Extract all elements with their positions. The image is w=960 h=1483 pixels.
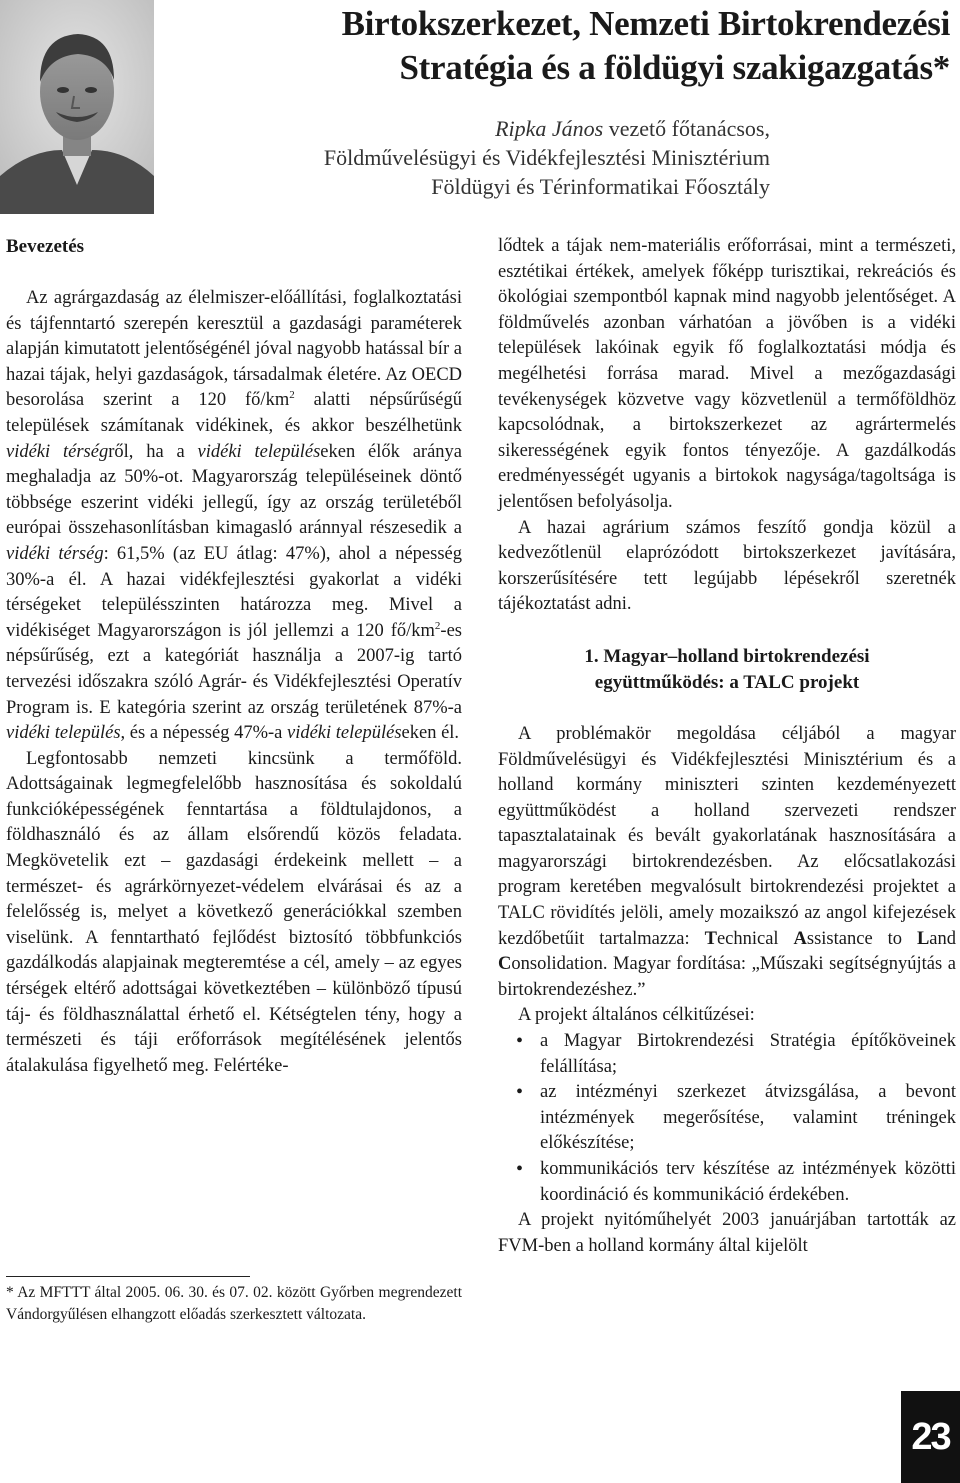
right-paragraph-last: A projekt nyitóműhelyét 2003 januárjában tartották az FVM-ben a holland kormány által kijelölt [498, 1210, 956, 1256]
department: Földügyi és Térinformatikai Főosztály [431, 174, 770, 199]
page-number: 23 [901, 1391, 960, 1483]
oecd-h: eken él. [401, 723, 460, 744]
section-heading-line-1: 1. Magyar–holland birtokrendezési [584, 645, 870, 667]
author-role: vezető főtanácsos, [608, 116, 770, 141]
list-item: • a Magyar Birtokrendezési Stratégia építőköveinek felállítása; [498, 1029, 956, 1080]
intro-paragraph-1 [6, 286, 462, 747]
oecd-i2: vidéki település [197, 441, 321, 462]
list-item: • az intézményi szerkezet átvizsgálása, a bevont intézmények megerősítése, valamint tréningek előkészítése; [498, 1080, 956, 1157]
acr-a: A [793, 928, 807, 949]
author-line [130, 114, 770, 143]
intro-heading: Bevezetés [6, 236, 85, 257]
ministry: Földművelésügyi és Vidékfejlesztési Minisztérium [323, 145, 770, 170]
talc-paragraph [498, 722, 956, 1004]
right-column [498, 234, 956, 1259]
article-title [160, 2, 950, 90]
section-heading-line-2: együttműködés: a TALC projekt [594, 671, 860, 693]
oecd-b: alatti népsűrűségű települések számítanak vidékinek, és akkor beszélhetünk [6, 390, 462, 436]
intro-paragraph-2: Legfontosabb nemzeti kincsünk a termőföld. Adottságainak legmegfelelőbb hasznosítása és sokoldalú funkcióképességének fenntartása a földtulajdonos, a földhasználó és az állam elsőrendű közös feladata. Megkövetelik ezt – gazdasági érdekeink mellett – a természet- és agrárkörnyezet-védelem elvárásai és az a felelősség is, melyet a következő generációkkal szemben viselünk. A fenntartható fejlődést biztosító többfunkciós gazdálkodás alapjainak megteremtése a cél, amely – az egyes térségek eltérő adottságai következtében – különböző típusú táj- és földhasználattal érhető el. Kétségtelen tény, hogy a természeti és táji erőforrások megítélésének jelentős átalakulása figyelhető meg. Felértéke- [6, 748, 462, 1076]
acr-c: C [498, 954, 512, 975]
oecd-d: eken élők aránya meghaladja az 50%-ot. Magyarország településeinek döntő többsége eszerint vidéki jellegű, így az ország területéből európai összehasonlításban kimagasló aránnyal részesedik a [6, 441, 462, 539]
title-line-1: Birtokszerkezet, Nemzeti Birtokrendezési [341, 4, 950, 43]
oecd-i4: vidéki település [6, 723, 121, 744]
right-paragraph-2: A hazai agrárium számos feszítő gondja közül a kedvezőtlenül elaprózódott birtokszerkezet javítására, korszerűsítésére tett legújabb lépésekről szeretnék tájékoztatást adni. [498, 517, 956, 615]
author-name: Ripka János [495, 116, 604, 141]
acr-l: L [916, 928, 930, 949]
goals-list [498, 1029, 956, 1208]
acr-a-rest: ssistance to [806, 928, 917, 949]
right-paragraph-1: lődtek a tájak nem-materiális erőforrásai, mint a természeti, esztétikai értékek, amelyek főképp turisztikai, rekreációs és ökológiai szempontból kapnak mind nagyobb jelentőséget. A földművelés azonban várhatóan a jövőben is a vidéki települések lakóinak egyik fő foglalkoztatási módja és megélhetési forrása marad. Mivel a mezőgazdasági tevékenységek közvetve vagy közvetlenül a termőföldhöz kapcsolódnak, a birtokszerkezet az agrártermelés sikerességének egyik fontos tényezője. A gazdálkodás eredményességét ugyanis a birtokok nagysága/tagoltsága is jelentősen befolyásolja. [498, 236, 956, 512]
acr-t: T [704, 928, 717, 949]
footnote-divider [6, 1276, 250, 1277]
goals-intro: A projekt általános célkitűzései: [518, 1005, 755, 1026]
oecd-g: , és a népesség 47%-a [120, 723, 287, 744]
talc-intro: A problémakör megoldása céljából a magyar Földművelésügyi és Vidékfejlesztési Minisztérium és a holland kormány miniszteri szinten kezdeményezett együttműködést a holland szervezeti rendszer tapasztalatainak és bevált gyakorlatának hasznosítására a magyarországi birtokrendezésben. Az előcsatlakozási program keretében megvalósult birtokrendezési projektet a TALC rövidítés jelöli, amely mozaikszó az angol kifejezések kezdőbetűit tartalmazza: [498, 723, 956, 949]
oecd-sup2: 2 [434, 619, 441, 632]
title-line-2: Stratégia és a földügyi szakigazgatás* [399, 48, 950, 87]
footnote: * Az MFTTT által 2005. 06. 30. és 07. 02. között Győrben megrendezett Vándorgyűlésen elhangzott előadás szerkesztett változata. [6, 1284, 462, 1323]
oecd-i5: vidéki település [286, 723, 402, 744]
author-byline [130, 114, 770, 201]
list-item: • kommunikációs terv készítése az intézmények közötti koordináció és kommunikáció érdekében. [498, 1157, 956, 1208]
acr-c-rest: onsolidation. Magyar fordítása: „Műszaki segítségnyújtás a birtokrendezéshez.” [498, 954, 956, 1000]
oecd-i1: vidéki térség [6, 441, 109, 462]
oecd-a: Az OECD besorolása szerint a 120 fő/km [6, 364, 463, 411]
acr-t-rest: echnical [716, 928, 794, 949]
oecd-f: -es népsűrűség, ezt a kategóriát használja a 2007-ig tartó tervezési időszakra szóló Agrár- és Vidékfejlesztési Operatív Program is. E kategória szerint az ország területének 87%-a [6, 620, 462, 718]
intro-p1-text: Az agrárgazdaság az élelmiszer-előállítási, foglalkoztatási és tájfenntartó szerepén keresztül a gazdasági paraméterek alapján kimutatott jelentőségénél jóval nagyobb hatással bír a hazai tájak, helyi gazdaságok, társadalmak életére. [6, 288, 462, 385]
oecd-sup: 2 [289, 389, 295, 402]
left-column [6, 234, 462, 1079]
oecd-e: : 61,5% (az EU átlag: 47%), ahol a népesség 30%-a él. A hazai vidékfejlesztési gyakorlat a vidéki térségeket településszinten határozza meg. Mivel a vidékiséget Magyarországon is jól jellemzi a 120 fő/km [6, 543, 462, 641]
oecd-i3: vidéki térség [6, 543, 104, 564]
acr-l-rest: and [929, 928, 957, 949]
oecd-c: ről, ha a [108, 441, 198, 462]
